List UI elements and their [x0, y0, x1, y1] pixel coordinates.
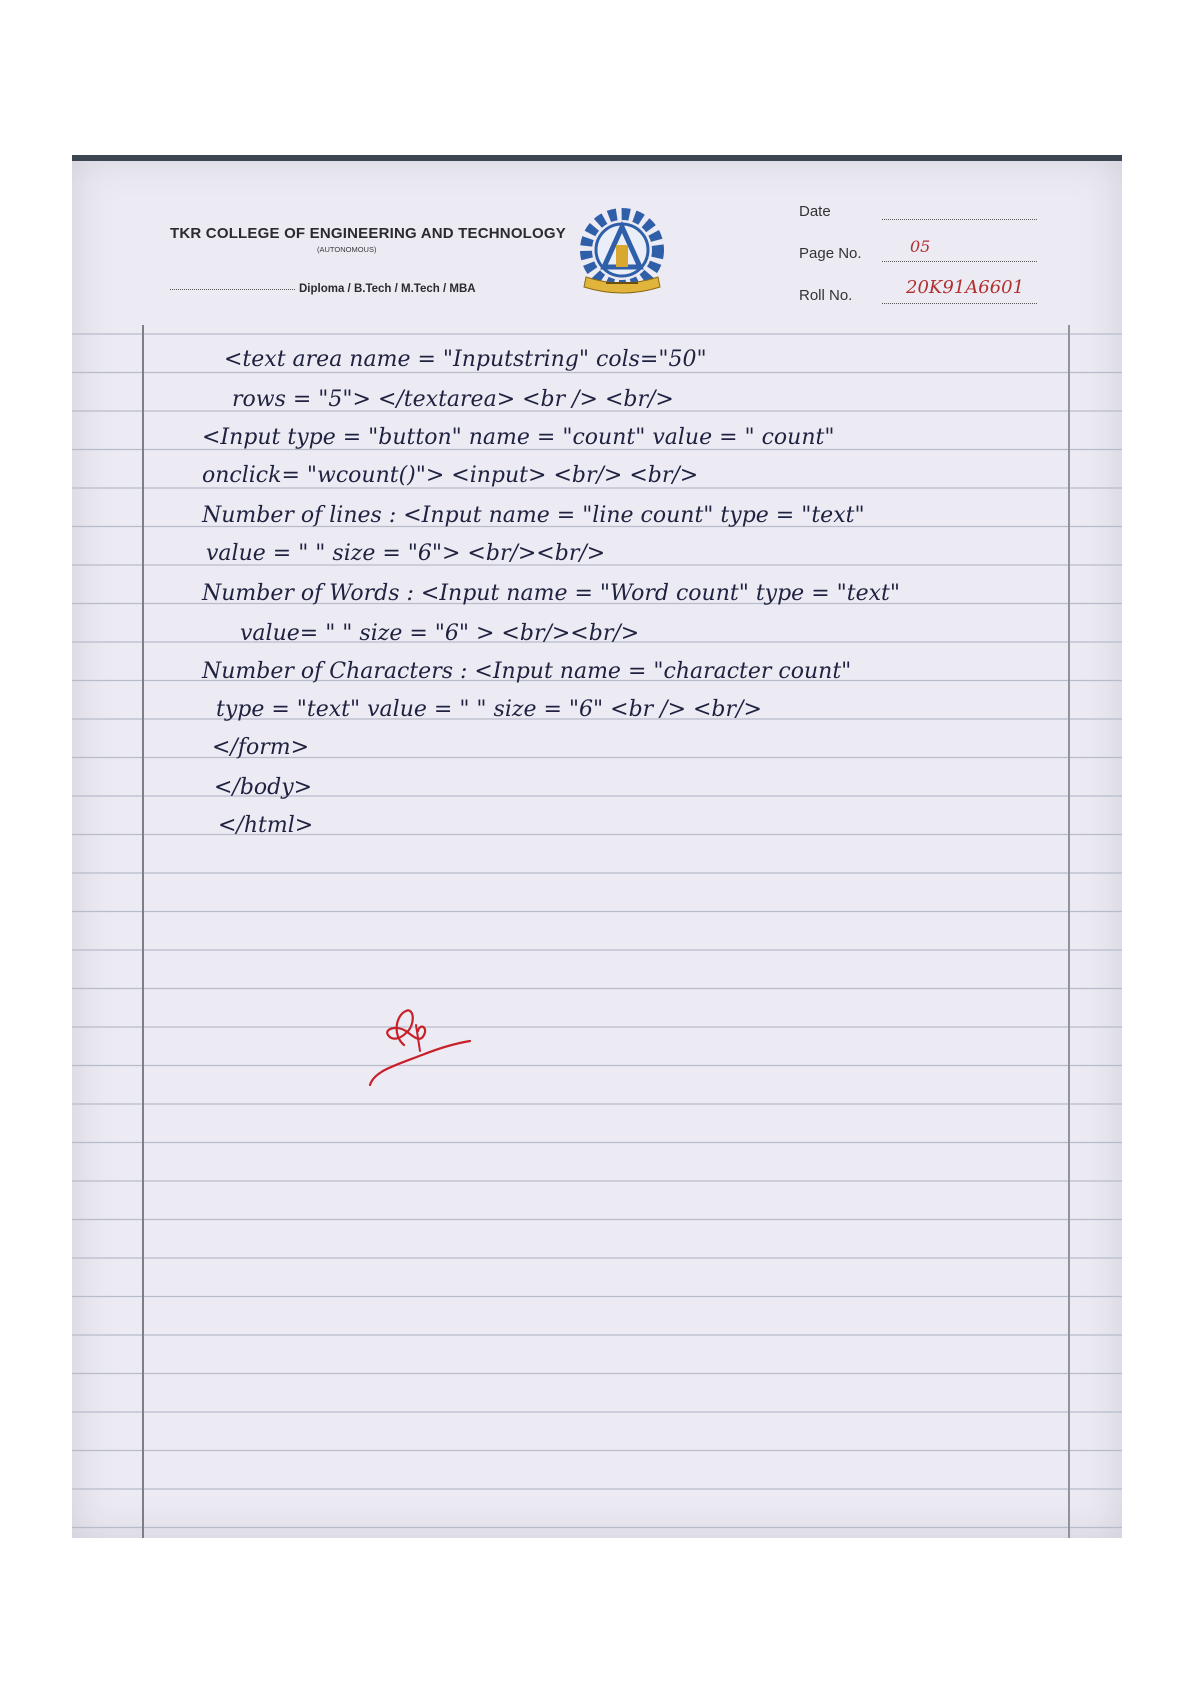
code-line-1: <text area name = "Inputstring" cols="50"	[224, 347, 707, 372]
code-line-4: onclick= "wcount()"> <input> <br/> <br/>	[202, 463, 699, 488]
signature-icon	[362, 985, 482, 1095]
code-line-6: value = " " size = "6"> <br/><br/>	[206, 541, 606, 566]
roll-no-label: Roll No.	[799, 287, 853, 304]
code-line-5: Number of lines : <Input name = "line count" type = "text"	[202, 503, 865, 528]
handwritten-code	[72, 155, 1122, 1538]
code-line-12: </body>	[214, 775, 313, 800]
college-name: TKR COLLEGE OF ENGINEERING AND TECHNOLOGY	[170, 225, 566, 242]
course-options-text: Diploma / B.Tech / M.Tech / MBA	[299, 283, 476, 295]
code-line-2: rows = "5"> </textarea> <br /> <br/>	[232, 387, 674, 412]
code-line-7: Number of Words : <Input name = "Word count" type = "text"	[202, 581, 900, 606]
page-no-label: Page No.	[799, 245, 862, 262]
code-line-9: Number of Characters : <Input name = "character count"	[202, 659, 852, 684]
roll-no-value: 20K91A6601	[906, 277, 1025, 298]
date-label: Date	[799, 203, 831, 220]
code-line-10: type = "text" value = " " size = "6" <br /> <br/>	[216, 697, 762, 722]
code-line-11: </form>	[212, 735, 310, 760]
college-subtitle: (AUTONOMOUS)	[317, 245, 377, 254]
code-line-3: <Input type = "button" name = "count" value = " count"	[202, 425, 835, 450]
code-line-13: </html>	[218, 813, 314, 838]
code-line-8: value= " " size = "6" > <br/><br/>	[240, 621, 640, 646]
page-no-value: 05	[910, 237, 931, 256]
notebook-page	[72, 155, 1122, 1538]
